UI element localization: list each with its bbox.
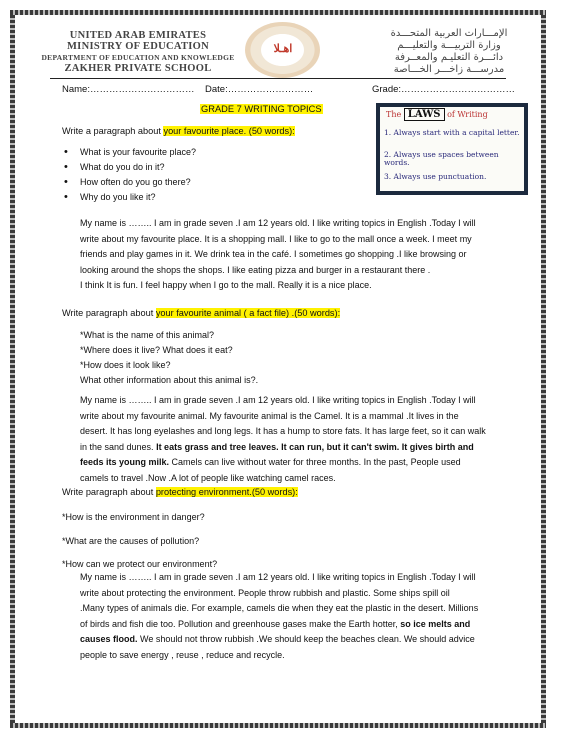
header-line: ZAKHER PRIVATE SCHOOL [64,63,212,74]
law-item: 2. Always use spaces between words. [384,150,499,167]
answer-text: We should not throw rubbish .We should keep the beaches clean. We should advice [137,634,475,645]
date-field[interactable]: Date:……………………… [205,84,314,95]
question: • What is your favourite place? [64,145,196,160]
header-line: دائـــرة التعليـم والمعــرفة [394,52,504,63]
laws-of-writing-poster [376,103,528,195]
answer-bold: so ice melts and [400,618,471,629]
answer-bold: It eats grass and tree leaves. It can run, but it can't swim. It gives birth and [156,441,474,452]
grade-field[interactable]: Grade:……………………………… [372,84,516,95]
prompt-highlight: your favourite animal ( a fact file) .(50 words): [155,308,341,318]
question: What other information about this animal is?. [80,375,259,385]
answer-text: of birds and fish die too. Pollution and greenhouse gases make the Earth hotter, [80,618,401,629]
laws-title-prefix: The [386,110,402,119]
answer-line: friends and play games in it. We drink tea in the café. I sometimes go shopping .I like browsing or [80,249,467,260]
prompt-text: Write a paragraph about [62,126,164,136]
answer-bold: causes flood. [80,634,138,645]
answer-line [80,617,490,633]
header-line: MINISTRY OF EDUCATION [66,41,210,52]
answer-line: My name is …….. I am in grade seven .I am 12 years old. I like writing topics in English .Today I will [80,218,476,228]
header-line: UNITED ARAB EMIRATES [69,30,207,41]
prompt-text: Write paragraph about [62,487,156,497]
header-divider [50,78,506,79]
topic2-prompt [62,306,340,321]
topic2-answer [80,393,490,487]
name-field[interactable]: Name:…………………………… [62,84,195,95]
header-line: وزارة التربيـــة والتعليـــم [397,40,501,51]
laws-title-main: LAWS [404,108,445,121]
question: • How often do you go there? [64,175,196,190]
topic1-prompt [62,124,295,139]
header-line: مدرســـة زاخـــر الخـــاصة [393,64,505,75]
answer-line: people to save energy , reuse , reduce and recycle. [80,649,285,660]
answer-line: I think It is fun. I feel happy when I go to the mall. Really it is a nice place. [80,280,372,291]
question: *Where does it live? What does it eat? [80,345,233,355]
header-english [28,30,248,74]
header-line: DEPARTMENT OF EDUCATION AND KNOWLEDGE [41,53,235,62]
law-item: 1. Always start with a capital letter. [384,128,520,137]
laws-title [386,109,488,120]
topic3-questions [62,506,217,577]
topic1-questions [64,145,196,205]
answer-line: write about my favourite animal. My favourite animal is the Camel. It is a mammal .It lives in the [80,410,459,421]
answer-text: in the sand dunes. [80,441,157,452]
topic3-prompt [62,485,298,500]
page-title: GRADE 7 WRITING TOPICS [201,104,322,114]
topic3-answer [80,570,490,664]
header-line: الإمـــارات العربية المتحـــدة [390,28,508,39]
topic2-questions [80,328,258,388]
header-arabic [364,28,534,76]
answer-line [80,632,490,648]
answer-line: looking around the shops the shops. I like eating pizza and burger in a restaurant there . [80,264,431,275]
answer-line: My name is …….. I am in grade seven .I am 12 years old. I like writing topics in English .Today I will [80,572,476,582]
answer-text: Camels can live without water for three months. In the past, People used [169,457,461,468]
law-item: 3. Always use punctuation. [384,172,487,181]
prompt-text: Write paragraph about [62,308,156,318]
answer-line: .Many types of animals die. For example, camels die when they eat the plastic in the desert. Millions [80,603,479,614]
laws-title-suffix: of Writing [447,110,488,119]
answer-line [80,440,490,456]
prompt-highlight: your favourite place. (50 words): [163,126,295,136]
question: *How does it look like? [80,360,171,370]
question: *What are the causes of pollution? [62,535,200,546]
answer-bold: feeds its young milk. [80,457,170,468]
topic1-answer [80,216,490,294]
question: *How is the environment in danger? [62,512,205,522]
answer-line: write about protecting the environment. People throw rubbish and plastic. Some ships spill oil [80,587,450,598]
answer-line: camels to travel .Now .A lot of people like watching camel races. [80,472,336,483]
question: *What is the name of this animal? [80,330,215,340]
answer-line: desert. It has long eyelashes and long legs. It has a hump to store fats. It has large feet, so it can walk [80,426,486,437]
answer-line [80,455,490,471]
logo-text: اهـلا [273,43,293,55]
question: • What do you do in it? [64,160,196,175]
prompt-highlight: protecting environment.(50 words): [155,487,298,497]
answer-line: write about my favourite place. It is a shopping mall. I like to go to the mall once a week. I meet my [80,233,472,244]
question: *How can we protect our environment? [62,559,218,569]
answer-line: My name is …….. I am in grade seven .I am 12 years old. I like writing topics in English .Today I will [80,395,476,405]
question: • Why do you like it? [64,190,196,205]
